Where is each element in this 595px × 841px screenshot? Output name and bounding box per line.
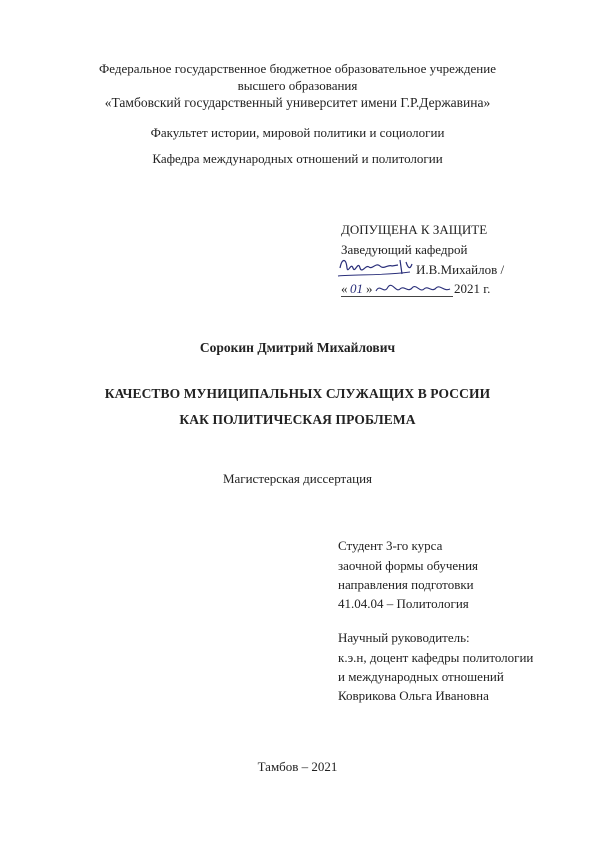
author-name: Сорокин Дмитрий Михайлович [199, 340, 396, 355]
supervisor-line-1: Научный руководитель: [338, 630, 470, 645]
approval-date-year: 2021 г. [454, 281, 491, 296]
student-line-2: заочной формы обучения [338, 558, 479, 573]
student-line-4: 41.04.04 – Политология [338, 596, 469, 611]
faculty-name: Факультет истории, мировой политики и социологии [150, 125, 445, 140]
approval-position: Заведующий кафедрой [341, 242, 468, 257]
institution-line-2: высшего образования [237, 78, 358, 93]
thesis-title-line-2: КАК ПОЛИТИЧЕСКАЯ ПРОБЛЕМА [179, 412, 416, 427]
approval-date-close-quote: » [366, 281, 373, 296]
supervisor-line-2: к.э.н, доцент кафедры политологии [338, 650, 534, 665]
date-underline [341, 296, 453, 297]
city-year-footer: Тамбов – 2021 [257, 759, 338, 774]
approval-name: И.В.Михайлов / [416, 262, 505, 277]
approval-label: ДОПУЩЕНА К ЗАЩИТЕ [341, 222, 488, 237]
institution-line-1: Федеральное государственное бюджетное образовательное учреждение [99, 61, 496, 76]
student-line-1: Студент 3-го курса [338, 538, 443, 553]
work-type: Магистерская диссертация [222, 471, 373, 486]
student-line-3: направления подготовки [338, 577, 474, 592]
supervisor-line-4: Коврикова Ольга Ивановна [338, 688, 489, 703]
approval-date-open-quote: « [341, 281, 348, 296]
department-name: Кафедра международных отношений и политологии [152, 151, 443, 166]
supervisor-line-3: и международных отношений [338, 669, 504, 684]
thesis-title-line-1: КАЧЕСТВО МУНИЦИПАЛЬНЫХ СЛУЖАЩИХ В РОССИИ [104, 386, 491, 401]
approval-date-day: 01 [350, 281, 363, 296]
university-name: «Тамбовский государственный университет имени Г.Р.Державина» [104, 95, 491, 110]
institution-header [0, 60, 595, 111]
